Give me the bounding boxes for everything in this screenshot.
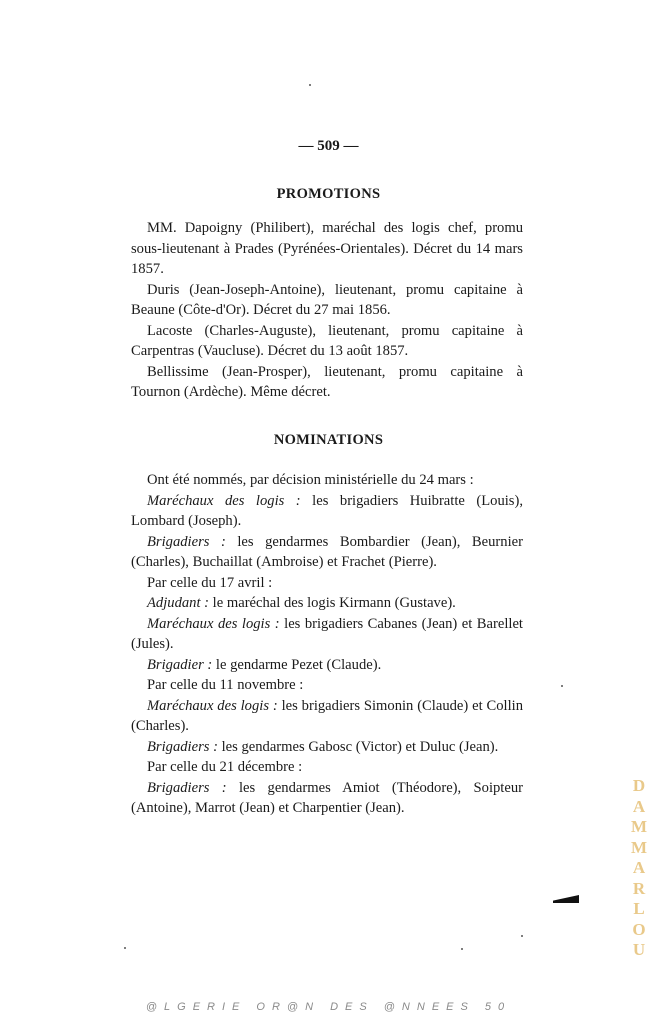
promotion-dapoigny: MM. Dapoigny (Philibert), maréchal des logis chef, promu sous-lieutenant à Prades (Pyrénées-Orientales). Décret du 14 mars 1857. — [131, 220, 523, 277]
nomination-text: le maréchal des logis Kirmann (Gustave). — [209, 595, 456, 611]
rank-label: Brigadiers : — [147, 738, 218, 755]
decision-november: Par celle du 11 novembre : — [147, 677, 304, 693]
nomination-paragraph — [131, 491, 523, 532]
speck — [309, 84, 311, 86]
promotion-duris: Duris (Jean-Joseph-Antoine), lieutenant, promu capitaine à Beaune (Côte-d'Or). Décret du 27 mai 1856. — [131, 281, 523, 318]
nomination-text: les brigadiers Cabanes (Jean) et Barellet (Jules). — [131, 615, 523, 652]
nominations-section — [131, 470, 523, 819]
rank-label: Brigadier : — [147, 656, 213, 673]
nomination-text: les gendarmes Gabosc (Victor) et Duluc (Jean). — [217, 738, 499, 755]
nomination-paragraph — [131, 593, 523, 614]
promotions-heading: PROMOTIONS — [276, 186, 381, 202]
promotion-bellissime: Bellissime (Jean-Prosper), lieutenant, promu capitaine à Tournon (Ardèche). Même décret. — [131, 363, 523, 400]
speck — [124, 947, 126, 949]
nominations-intro: Ont été nommés, par décision ministérielle du 24 mars : — [147, 472, 474, 488]
nomination-paragraph — [131, 696, 523, 737]
footer-caption: @LGERIE OR@N DES @NNEES 50 — [145, 1001, 512, 1013]
speck — [561, 685, 563, 687]
nomination-text: le gendarme Pezet (Claude). — [212, 656, 382, 673]
nomination-text: les gendarmes Bombardier (Jean), Beurnier (Charles), Buchaillat (Ambroise) et Frachet (Pierre). — [131, 533, 523, 570]
rank-label: Maréchaux des logis : — [147, 697, 278, 714]
rank-label: Brigadiers : — [147, 779, 227, 796]
vertical-watermark: DAMMARLOU — [630, 776, 648, 959]
nomination-paragraph — [131, 778, 523, 819]
nomination-text: les brigadiers Huibratte (Louis), Lombard (Joseph). — [131, 492, 523, 529]
nomination-paragraph — [131, 737, 523, 758]
promotions-section — [131, 218, 523, 403]
rank-label: Maréchaux des logis : — [147, 615, 280, 632]
ink-smudge — [553, 895, 579, 903]
nomination-text: les gendarmes Amiot (Théodore), Soipteur (Antoine), Marrot (Jean) et Charpentier (Jean). — [131, 779, 523, 816]
rank-label: Maréchaux des logis : — [147, 492, 301, 509]
promotion-lacoste: Lacoste (Charles-Auguste), lieutenant, promu capitaine à Carpentras (Vaucluse). Décret du 13 août 1857. — [131, 322, 523, 359]
nomination-text: les brigadiers Simonin (Claude) et Collin (Charles). — [131, 697, 523, 734]
nominations-heading: NOMINATIONS — [273, 432, 384, 448]
nomination-paragraph — [131, 532, 523, 573]
decision-december: Par celle du 21 décembre : — [147, 759, 303, 775]
rank-label: Adjudant : — [147, 595, 210, 611]
speck — [521, 935, 523, 937]
speck — [461, 948, 463, 950]
nomination-paragraph — [131, 614, 523, 655]
nomination-paragraph — [131, 655, 523, 676]
decision-april: Par celle du 17 avril : — [147, 574, 273, 591]
rank-label: Brigadiers : — [147, 533, 226, 550]
page-number: — 509 — — [298, 138, 359, 154]
